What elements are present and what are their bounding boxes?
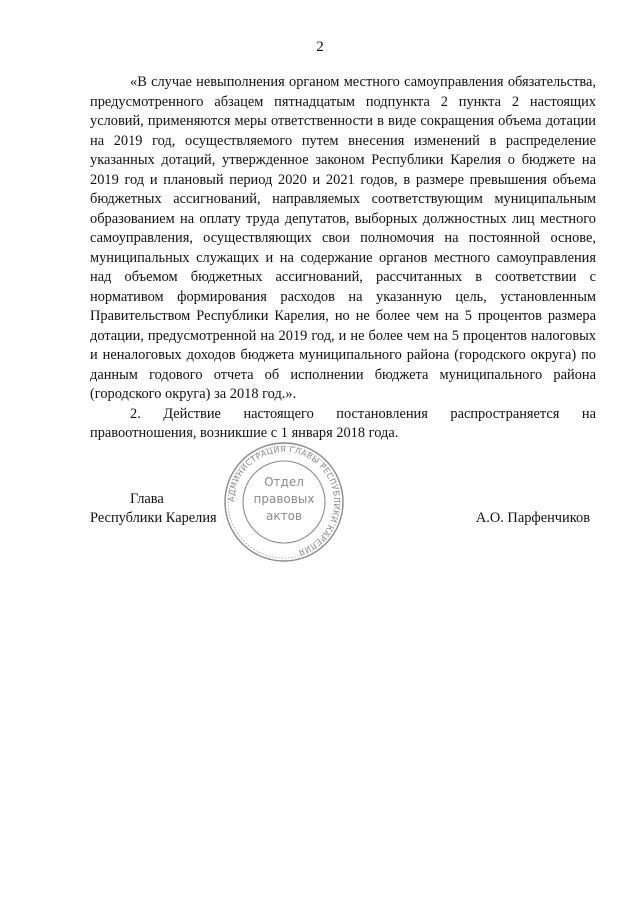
official-stamp [222,440,346,564]
signatory-name: А.О. Парфенчиков [475,510,590,526]
stamp-inner-line-3: актов [265,509,303,523]
stamp-inner-line-2: правовых [253,492,315,506]
signatory-title [90,490,217,528]
paragraph-amendment: «В случае невыполнения органом местного самоуправления обязательства, предусмотренного абзацем пятнадцатым подпункта 2 пункта 2 настоящих условий, применяются меры ответственности в виде сокращения объема дотации на 2019 год, осуществляемого путем внесения изменений в распределение указанных дотаций, утвержденное законом Республики Карелия о бюджете на 2019 год и плановый период 2020 и 2021 годов, в размере превышения объема бюджетных ассигнований, направляемых соответствующим муниципальным образованием на оплату труда депутатов, выборных должностных лиц местного самоуправления, осуществляющих свои полномочия на постоянной основе, муниципальных служащих и на содержание органов местного самоуправления над объемом бюджетных ассигнований, рассчитанных в соответствии с нормативом формирования расходов на указанную цель, установленным Правительством Республики Карелия, но не более чем на 5 процентов размера дотации, предусмотренной на 2019 год, и не более чем на 5 процентов налоговых и неналоговых доходов бюджета муниципального района (городского округа) по данным годового отчета об исполнении бюджета муниципального района (городского округа) за 2018 год.». [90,74,596,402]
page-number: 2 [316,39,324,55]
signatory-title-line-1: Глава [130,491,164,507]
signatory-title-line-2: Республики Карелия [90,510,217,526]
stamp-outer-text: АДМИНИСТРАЦИЯ ГЛАВЫ РЕСПУБЛИКИ КАРЕЛИЯ [226,444,342,557]
document-body [90,73,596,444]
paragraph-effective-date: 2. Действие настоящего постановления распространяется на правоотношения, возникшие с 1 января 2018 года. [90,405,596,441]
stamp-inner-line-1: Отдел [264,475,304,489]
